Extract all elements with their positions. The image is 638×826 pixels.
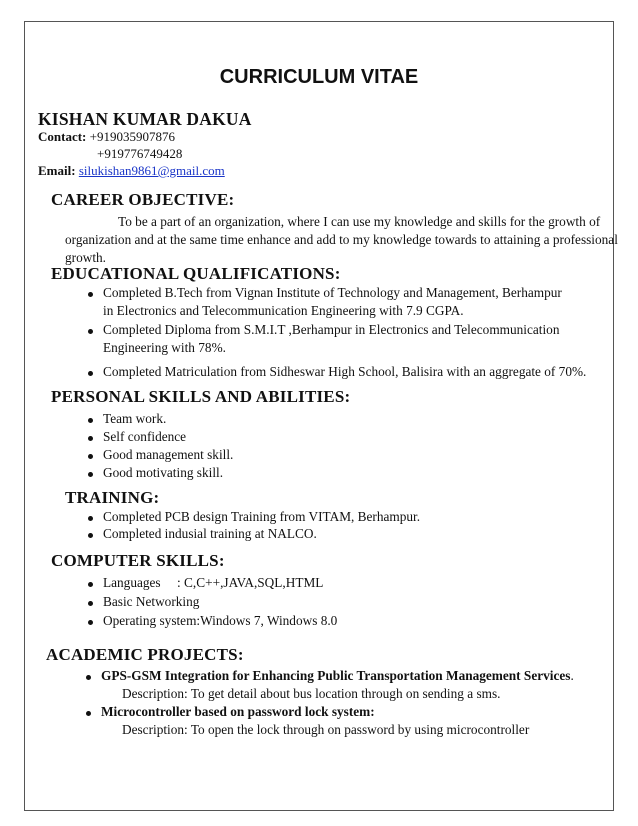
bullet-icon <box>86 675 91 680</box>
project-title-suffix: . <box>570 668 574 683</box>
bullet-icon <box>88 436 93 441</box>
bullet-icon <box>88 620 93 625</box>
projects-heading: ACADEMIC PROJECTS: <box>46 645 244 664</box>
bullet-icon <box>88 371 93 376</box>
education-item: Completed Diploma from S.M.I.T ,Berhampur in Electronics and Telecommunication <box>103 322 560 337</box>
languages-label: Languages <box>103 575 161 590</box>
career-text-line: To be a part of an organization, where I can use my knowledge and skills for the growth of <box>118 214 601 229</box>
bullet-icon <box>88 472 93 477</box>
education-heading: EDUCATIONAL QUALIFICATIONS: <box>51 264 341 283</box>
project-title <box>101 704 375 720</box>
education-item: Completed B.Tech from Vignan Institute of Technology and Management, Berhampur <box>103 285 562 300</box>
project-title <box>101 668 574 684</box>
computer-item: Operating system:Windows 7, Windows 8.0 <box>103 613 338 628</box>
bullet-icon <box>88 329 93 334</box>
bullet-icon <box>88 292 93 297</box>
education-item-continued: in Electronics and Telecommunication Engineering with 7.9 CGPA. <box>103 303 464 318</box>
bullet-icon <box>88 582 93 587</box>
email-link[interactable]: silukishan9861@gmail.com <box>78 163 225 178</box>
computer-heading: COMPUTER SKILLS: <box>51 551 225 570</box>
contact-line <box>38 129 175 145</box>
candidate-name: KISHAN KUMAR DAKUA <box>38 109 252 129</box>
phone-primary: +919035907876 <box>89 129 175 144</box>
email-label: Email: <box>38 163 76 178</box>
bullet-icon <box>88 533 93 538</box>
bullet-icon <box>88 454 93 459</box>
contact-label: Contact: <box>38 129 87 144</box>
project-description: Description: To get detail about bus location through on sending a sms. <box>122 686 501 701</box>
training-item: Completed indusial training at NALCO. <box>103 526 317 541</box>
training-item: Completed PCB design Training from VITAM, Berhampur. <box>103 509 421 524</box>
career-text-line: organization and at the same time enhance and add to my knowledge towards to attaining a professional <box>65 232 618 247</box>
bullet-icon <box>86 711 91 716</box>
bullet-icon <box>88 601 93 606</box>
bullet-icon <box>88 418 93 423</box>
phone-secondary: +919776749428 <box>97 146 183 161</box>
email-line <box>38 163 225 179</box>
page-title: CURRICULUM VITAE <box>219 66 419 88</box>
career-heading: CAREER OBJECTIVE: <box>51 190 235 209</box>
skill-item: Team work. <box>103 411 167 426</box>
skill-item: Self confidence <box>103 429 187 444</box>
training-heading: TRAINING: <box>65 488 160 507</box>
project-title-text: GPS-GSM Integration for Enhancing Public Transportation Management Services <box>101 668 571 683</box>
computer-item: Basic Networking <box>103 594 200 609</box>
education-item: Completed Matriculation from Sidheswar High School, Balisira with an aggregate of 70%. <box>103 364 587 379</box>
skills-heading: PERSONAL SKILLS AND ABILITIES: <box>51 387 351 406</box>
languages-value: : C,C++,JAVA,SQL,HTML <box>177 575 324 590</box>
bullet-icon <box>88 516 93 521</box>
project-description: Description: To open the lock through on password by using microcontroller <box>122 722 530 737</box>
skill-item: Good management skill. <box>103 447 234 462</box>
project-title-text: Microcontroller based on password lock system: <box>101 704 375 719</box>
career-text-line: growth. <box>65 250 106 265</box>
skill-item: Good motivating skill. <box>103 465 224 480</box>
education-item-continued: Engineering with 78%. <box>103 340 226 355</box>
